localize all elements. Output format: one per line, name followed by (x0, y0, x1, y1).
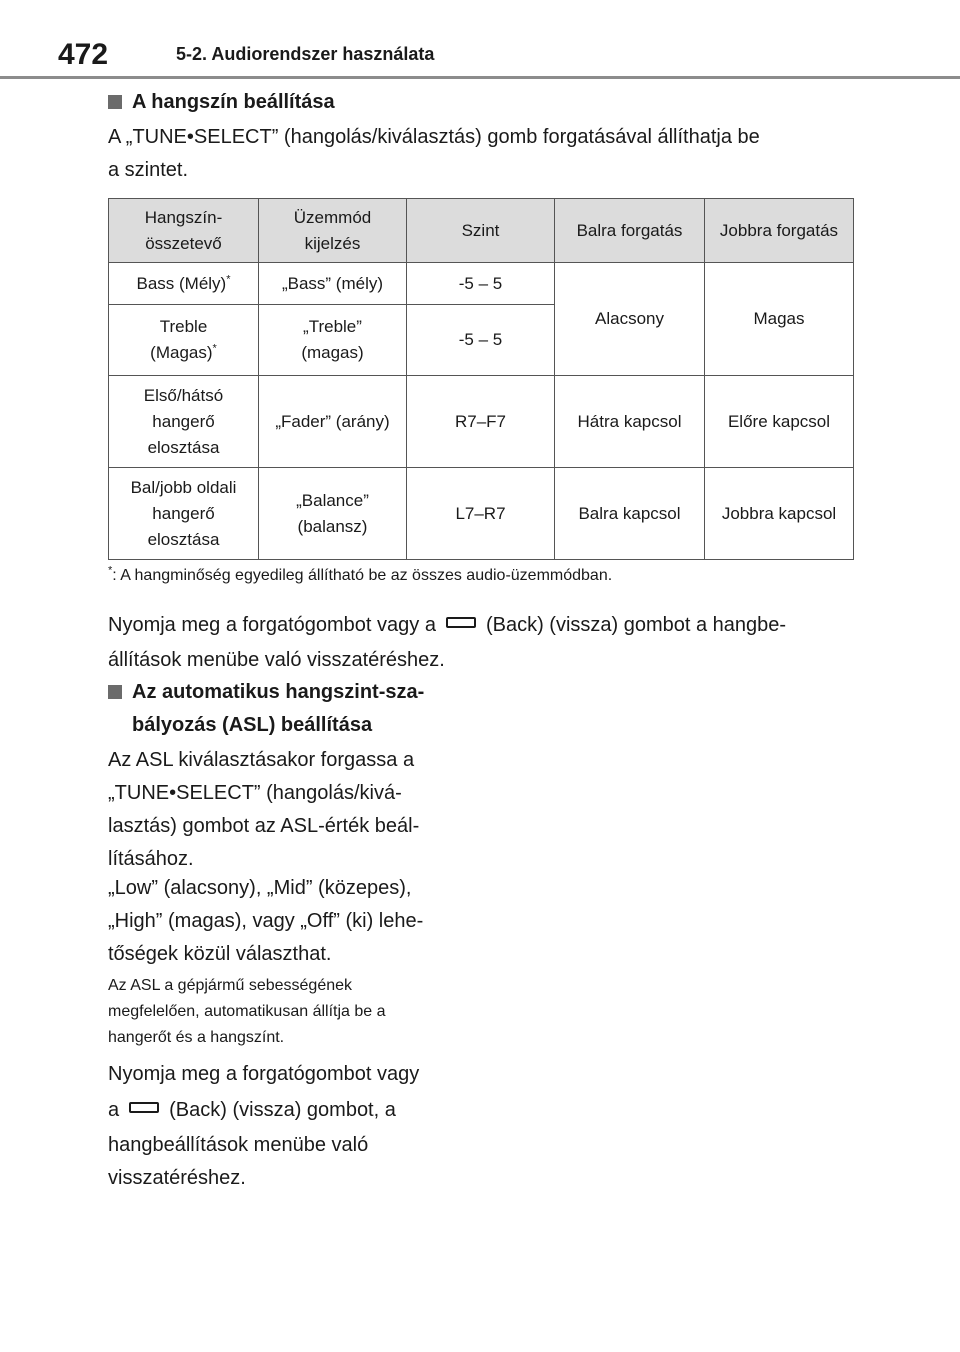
intro-paragraph (108, 121, 760, 187)
text-line: lasztás) gombot az ASL-érték beál- (108, 815, 420, 837)
square-bullet-icon (108, 95, 122, 109)
display-cell: „Bass” (mély) (259, 263, 407, 305)
level-cell: R7–F7 (407, 376, 555, 468)
asl-back-paragraph (108, 1058, 419, 1195)
header-cell: Jobbra forgatás (705, 199, 854, 263)
back-button-icon (129, 1102, 159, 1113)
right-rotation-cell: Magas (705, 263, 854, 376)
left-rotation-cell: Alacsony (555, 263, 705, 376)
square-bullet-icon (108, 685, 122, 699)
sound-settings-table (108, 198, 854, 560)
text-line: megfelelően, automatikusan állítja be a (108, 1003, 386, 1020)
footnote-text: : A hangminőség egyedileg állítható be az összes audio-üzemmódban. (112, 567, 613, 584)
level-cell: L7–R7 (407, 468, 555, 560)
table-header-row (109, 199, 854, 263)
text-line: visszatéréshez. (108, 1167, 246, 1189)
right-rotation-cell: Előre kapcsol (705, 376, 854, 468)
back-note-paragraph (108, 609, 786, 677)
component-cell: Treble (Magas)* (109, 305, 259, 376)
table-row (109, 376, 854, 468)
heading-text: A hangszín beállítása (132, 91, 335, 113)
section-heading-sound (108, 86, 335, 119)
intro-line: A „TUNE•SELECT” (hangolás/kiválasztás) gomb forgatásával állíthatja be (108, 126, 760, 148)
text-line: a (Back) (vissza) gombot, a (108, 1099, 396, 1121)
left-rotation-cell: Hátra kapcsol (555, 376, 705, 468)
header-cell: Üzemmód kijelzés (259, 199, 407, 263)
text-line: Az ASL a gépjármű sebességének (108, 977, 353, 994)
header-cell: Balra forgatás (555, 199, 705, 263)
table-row (109, 263, 854, 305)
text-line: „TUNE•SELECT” (hangolás/kivá- (108, 782, 402, 804)
text-line: Az ASL kiválasztásakor forgassa a (108, 749, 415, 771)
left-rotation-cell: Balra kapcsol (555, 468, 705, 560)
asl-paragraph-1 (108, 744, 419, 876)
component-cell: Bass (Mély)* (109, 263, 259, 305)
level-cell: -5 – 5 (407, 263, 555, 305)
text-line: hangbeállítások menübe való (108, 1134, 369, 1156)
text-line: tőségek közül választhat. (108, 943, 332, 965)
component-cell: Első/hátsó hangerő elosztása (109, 376, 259, 468)
text-line: „Low” (alacsony), „Mid” (közepes), (108, 877, 412, 899)
text-line: „High” (magas), vagy „Off” (ki) lehe- (108, 910, 424, 932)
text-line: lításához. (108, 848, 194, 870)
header-divider (0, 76, 960, 79)
right-rotation-cell: Jobbra kapcsol (705, 468, 854, 560)
level-cell: -5 – 5 (407, 305, 555, 376)
header-cell: Hangszín- összetevő (109, 199, 259, 263)
asl-paragraph-2 (108, 872, 423, 971)
heading-line: Az automatikus hangszint-sza- (132, 681, 425, 703)
display-cell: „Balance” (balansz) (259, 468, 407, 560)
section-heading-asl (108, 676, 424, 742)
footnote-mark: * (108, 564, 113, 577)
back-note-line: állítások menübe való visszatéréshez. (108, 649, 445, 671)
page-number: 472 (58, 38, 109, 71)
heading-line: bályozás (ASL) beállítása (132, 714, 373, 736)
component-cell: Bal/jobb oldali hangerő elosztása (109, 468, 259, 560)
text-line: hangerőt és a hangszínt. (108, 1029, 285, 1046)
text-line: Nyomja meg a forgatógombot vagy (108, 1063, 420, 1085)
display-cell: „Fader” (arány) (259, 376, 407, 468)
section-title: 5-2. Audiorendszer használata (176, 44, 435, 64)
header-cell: Szint (407, 199, 555, 263)
intro-line: a szintet. (108, 159, 189, 181)
asl-note (108, 973, 386, 1051)
display-cell: „Treble” (magas) (259, 305, 407, 376)
table-footnote (108, 564, 613, 585)
back-button-icon (446, 617, 476, 628)
back-note-line: Nyomja meg a forgatógombot vagy a (Back) (vissza) gombot a hangbe- (108, 614, 787, 636)
table-row (109, 468, 854, 560)
